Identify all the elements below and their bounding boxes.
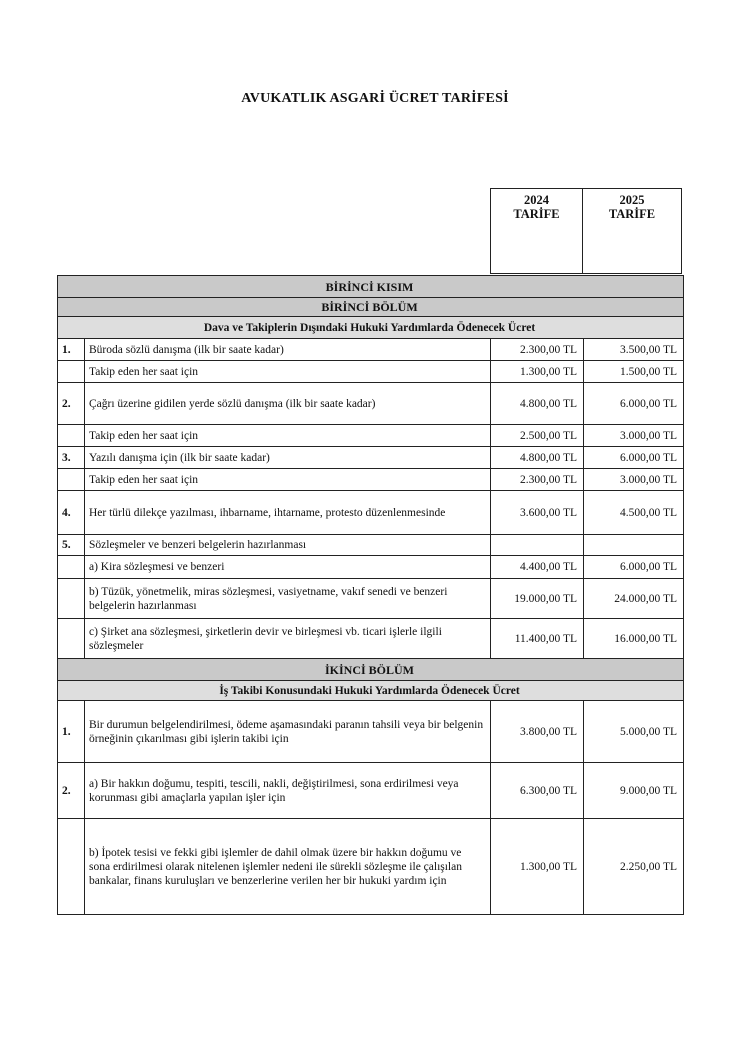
fee-2025: 3.000,00 TL (584, 469, 684, 491)
table-row (58, 447, 684, 469)
row-description: a) Kira sözleşmesi ve benzeri (85, 556, 491, 579)
fee-2025: 6.000,00 TL (584, 556, 684, 579)
row-description: Sözleşmeler ve benzeri belgelerin hazırlanması (85, 535, 491, 556)
fee-2025: 2.250,00 TL (584, 819, 684, 915)
fee-2024: 3.800,00 TL (491, 701, 584, 763)
fee-2024: 2.300,00 TL (491, 339, 584, 361)
fee-2024 (491, 535, 584, 556)
table-row (58, 763, 684, 819)
row-number: 2. (58, 763, 85, 819)
tariff-year-header (490, 188, 683, 276)
row-description: b) İpotek tesisi ve fekki gibi işlemler de dahil olmak üzere bir hakkın doğumu ve sona erdirilmesi olarak nitelenen işlemler nedeni ile sürekli sözleşme ile çalışılan bankalar, finans kuruluşları ve benzerlerine verilen her bir hukuki yardım için (85, 819, 491, 915)
fee-2025: 1.500,00 TL (584, 361, 684, 383)
fee-2024: 11.400,00 TL (491, 619, 584, 659)
page-title: AVUKATLIK ASGARİ ÜCRET TARİFESİ (241, 91, 509, 106)
row-number (58, 579, 85, 619)
row-description: Takip eden her saat için (85, 469, 491, 491)
table-row (58, 619, 684, 659)
table-row (58, 701, 684, 763)
section-subheading-row (58, 681, 684, 701)
row-number (58, 425, 85, 447)
section-heading-row (58, 276, 684, 298)
fee-2024: 4.400,00 TL (491, 556, 584, 579)
header-2024-label: TARİFE (513, 207, 560, 221)
part2-heading: İKİNCİ BÖLÜM (58, 659, 684, 681)
fee-2024: 3.600,00 TL (491, 491, 584, 535)
row-number (58, 819, 85, 915)
table-row (58, 556, 684, 579)
row-number (58, 619, 85, 659)
fee-2025: 6.000,00 TL (584, 447, 684, 469)
row-number: 1. (58, 701, 85, 763)
fee-2024: 4.800,00 TL (491, 447, 584, 469)
row-description: Her türlü dilekçe yazılması, ihbarname, ihtarname, protesto düzenlenmesinde (85, 491, 491, 535)
row-number: 5. (58, 535, 85, 556)
fee-2025: 6.000,00 TL (584, 383, 684, 425)
fee-2025: 4.500,00 TL (584, 491, 684, 535)
fee-2025: 9.000,00 TL (584, 763, 684, 819)
table-row (58, 491, 684, 535)
row-description: c) Şirket ana sözleşmesi, şirketlerin devir ve birleşmesi vb. ticari işlerle ilgili sözleşmeler (85, 619, 491, 659)
row-number (58, 469, 85, 491)
part1-heading-1: BİRİNCİ KISIM (58, 276, 684, 298)
table-row (58, 361, 684, 383)
fee-2025: 24.000,00 TL (584, 579, 684, 619)
row-number (58, 361, 85, 383)
row-description: Yazılı danışma için (ilk bir saate kadar) (85, 447, 491, 469)
header-2025-year: 2025 (619, 193, 645, 207)
fee-2025: 3.000,00 TL (584, 425, 684, 447)
fee-2025: 16.000,00 TL (584, 619, 684, 659)
header-2024-year: 2024 (524, 193, 549, 207)
table-row (58, 819, 684, 915)
row-description: b) Tüzük, yönetmelik, miras sözleşmesi, vasiyetname, vakıf senedi ve benzeri belgelerin hazırlanması (85, 579, 491, 619)
table-row (58, 339, 684, 361)
row-number: 3. (58, 447, 85, 469)
section-heading-row (58, 659, 684, 681)
fee-2025: 3.500,00 TL (584, 339, 684, 361)
table-row (58, 535, 684, 556)
row-number: 4. (58, 491, 85, 535)
row-number: 1. (58, 339, 85, 361)
part1-subheading: Dava ve Takiplerin Dışındaki Hukuki Yardımlarda Ödenecek Ücret (58, 317, 684, 339)
table-row (58, 383, 684, 425)
table-row (58, 425, 684, 447)
row-description: Büroda sözlü danışma (ilk bir saate kadar) (85, 339, 491, 361)
part1-heading-2: BİRİNCİ BÖLÜM (58, 298, 684, 317)
section-heading-row (58, 298, 684, 317)
header-2025-label: TARİFE (608, 207, 656, 221)
row-description: Bir durumun belgelendirilmesi, ödeme aşamasındaki paranın tahsili veya bir belgenin örneğinin çıkarılması gibi işlerin takibi için (85, 701, 491, 763)
fee-2024: 4.800,00 TL (491, 383, 584, 425)
table-row (58, 469, 684, 491)
row-description: Takip eden her saat için (85, 425, 491, 447)
row-number: 2. (58, 383, 85, 425)
fee-2024: 2.500,00 TL (491, 425, 584, 447)
fee-2025: 5.000,00 TL (584, 701, 684, 763)
section-subheading-row (58, 317, 684, 339)
row-description: Çağrı üzerine gidilen yerde sözlü danışma (ilk bir saate kadar) (85, 383, 491, 425)
fee-2024: 19.000,00 TL (491, 579, 584, 619)
row-description: Takip eden her saat için (85, 361, 491, 383)
tariff-table (57, 275, 684, 915)
part2-subheading: İş Takibi Konusundaki Hukuki Yardımlarda Ödenecek Ücret (58, 681, 684, 701)
header-2025 (582, 188, 682, 274)
fee-2024: 1.300,00 TL (491, 361, 584, 383)
fee-2024: 2.300,00 TL (491, 469, 584, 491)
table-row (58, 579, 684, 619)
row-number (58, 556, 85, 579)
fee-2025 (584, 535, 684, 556)
row-description: a) Bir hakkın doğumu, tespiti, tescili, nakli, değiştirilmesi, sona erdirilmesi veya korunması gibi amaçlarla yapılan işler için (85, 763, 491, 819)
fee-2024: 6.300,00 TL (491, 763, 584, 819)
fee-2024: 1.300,00 TL (491, 819, 584, 915)
header-2024 (490, 188, 583, 274)
